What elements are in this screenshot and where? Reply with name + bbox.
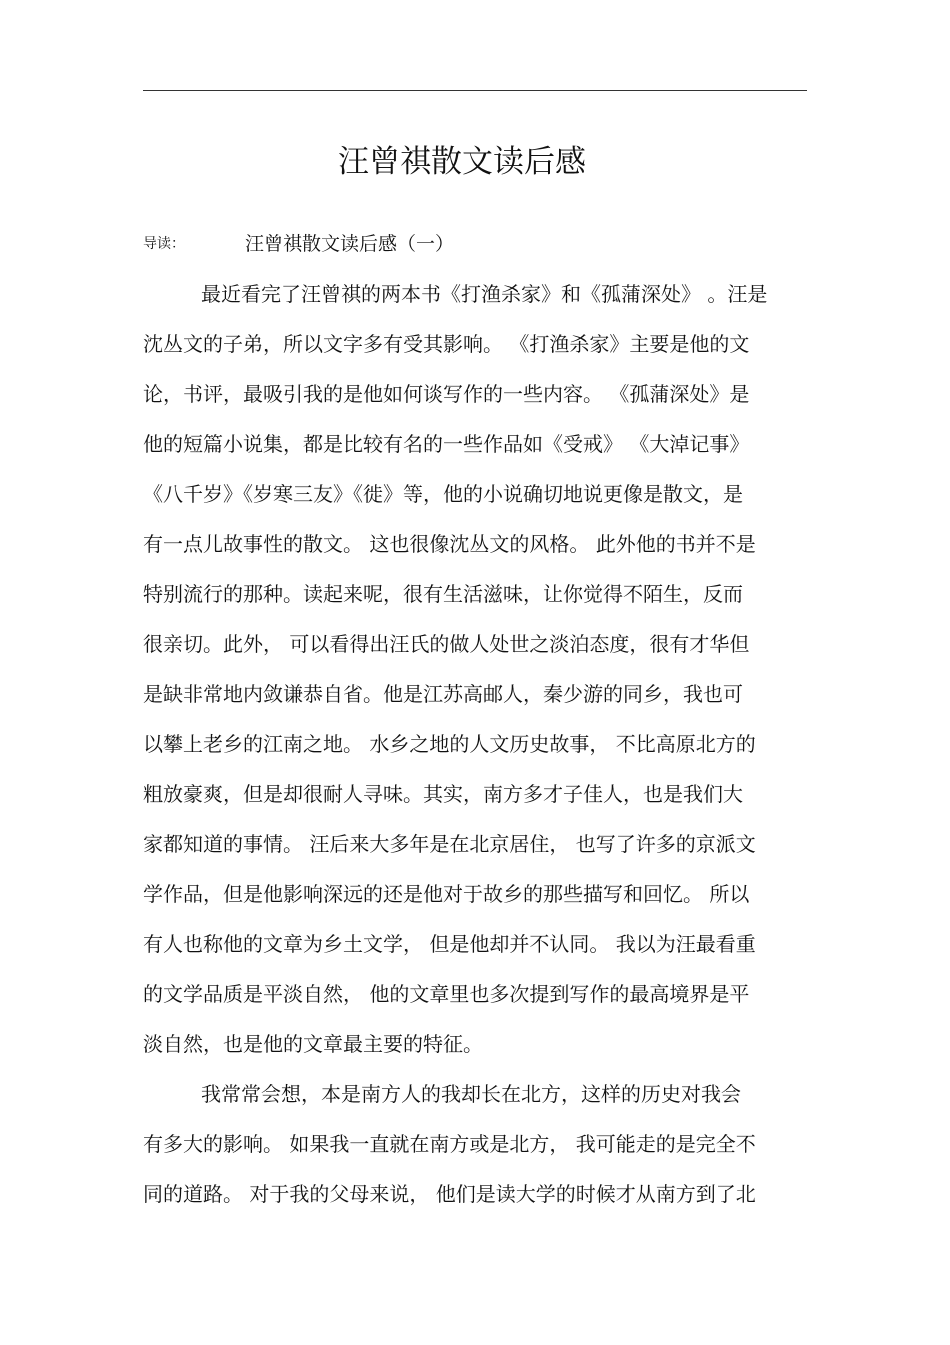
text-line: 学作品，但是他影响深远的还是他对于故乡的那些描写和回忆。 所以 — [143, 882, 750, 906]
text-line: 有一点儿故事性的散文。 这也很像沈丛文的风格。 此外他的书并不是 — [143, 532, 756, 556]
text-line: 沈丛文的子弟，所以文字多有受其影响。 《打渔杀家》主要是他的文 — [143, 332, 750, 356]
text-line: 我常常会想，本是南方人的我却长在北方，这样的历史对我会 — [201, 1082, 741, 1106]
text-line: 的文学品质是平淡自然， 他的文章里也多次提到写作的最高境界是平 — [143, 982, 750, 1006]
text-line: 很亲切。此外， 可以看得出汪氏的做人处世之淡泊态度，很有才华但 — [143, 632, 750, 656]
text-line: 以攀上老乡的江南之地。 水乡之地的人文历史故事， 不比高原北方的 — [143, 732, 756, 756]
text-line: 有人也称他的文章为乡土文学， 但是他却并不认同。 我以为汪最看重 — [143, 932, 756, 956]
guide-row — [143, 229, 454, 259]
text-line: 论，书评，最吸引我的是他如何谈写作的一些内容。 《孤蒲深处》是 — [143, 382, 750, 406]
text-line: 有多大的影响。 如果我一直就在南方或是北方， 我可能走的是完全不 — [143, 1132, 756, 1156]
text-line: 是缺非常地内敛谦恭自省。他是江苏高邮人，秦少游的同乡，我也可 — [143, 682, 743, 706]
text-line: 最近看完了汪曾祺的两本书《打渔杀家》和《孤蒲深处》 。汪是 — [201, 282, 768, 306]
text-line: 特别流行的那种。读起来呢，很有生活滋味，让你觉得不陌生，反而 — [143, 582, 743, 606]
header-rule — [143, 90, 807, 91]
text-line: 《八千岁》《岁寒三友》《徙》等，他的小说确切地说更像是散文，是 — [143, 482, 743, 506]
text-line: 同的道路。 对于我的父母来说， 他们是读大学的时候才从南方到了北 — [143, 1182, 756, 1206]
text-line: 家都知道的事情。 汪后来大多年是在北京居住， 也写了许多的京派文 — [143, 832, 756, 856]
guide-label: 导读： — [143, 236, 185, 252]
text-line: 他的短篇小说集，都是比较有名的一些作品如《受戒》 《大淖记事》 — [143, 432, 750, 456]
text-line: 粗放豪爽，但是却很耐人寻味。其实，南方多才子佳人，也是我们大 — [143, 782, 743, 806]
text-line: 淡自然，也是他的文章最主要的特征。 — [143, 1032, 483, 1056]
section-subtitle: 汪曾祺散文读后感（一） — [245, 233, 455, 255]
page-title: 汪曾祺散文读后感 — [338, 144, 586, 180]
